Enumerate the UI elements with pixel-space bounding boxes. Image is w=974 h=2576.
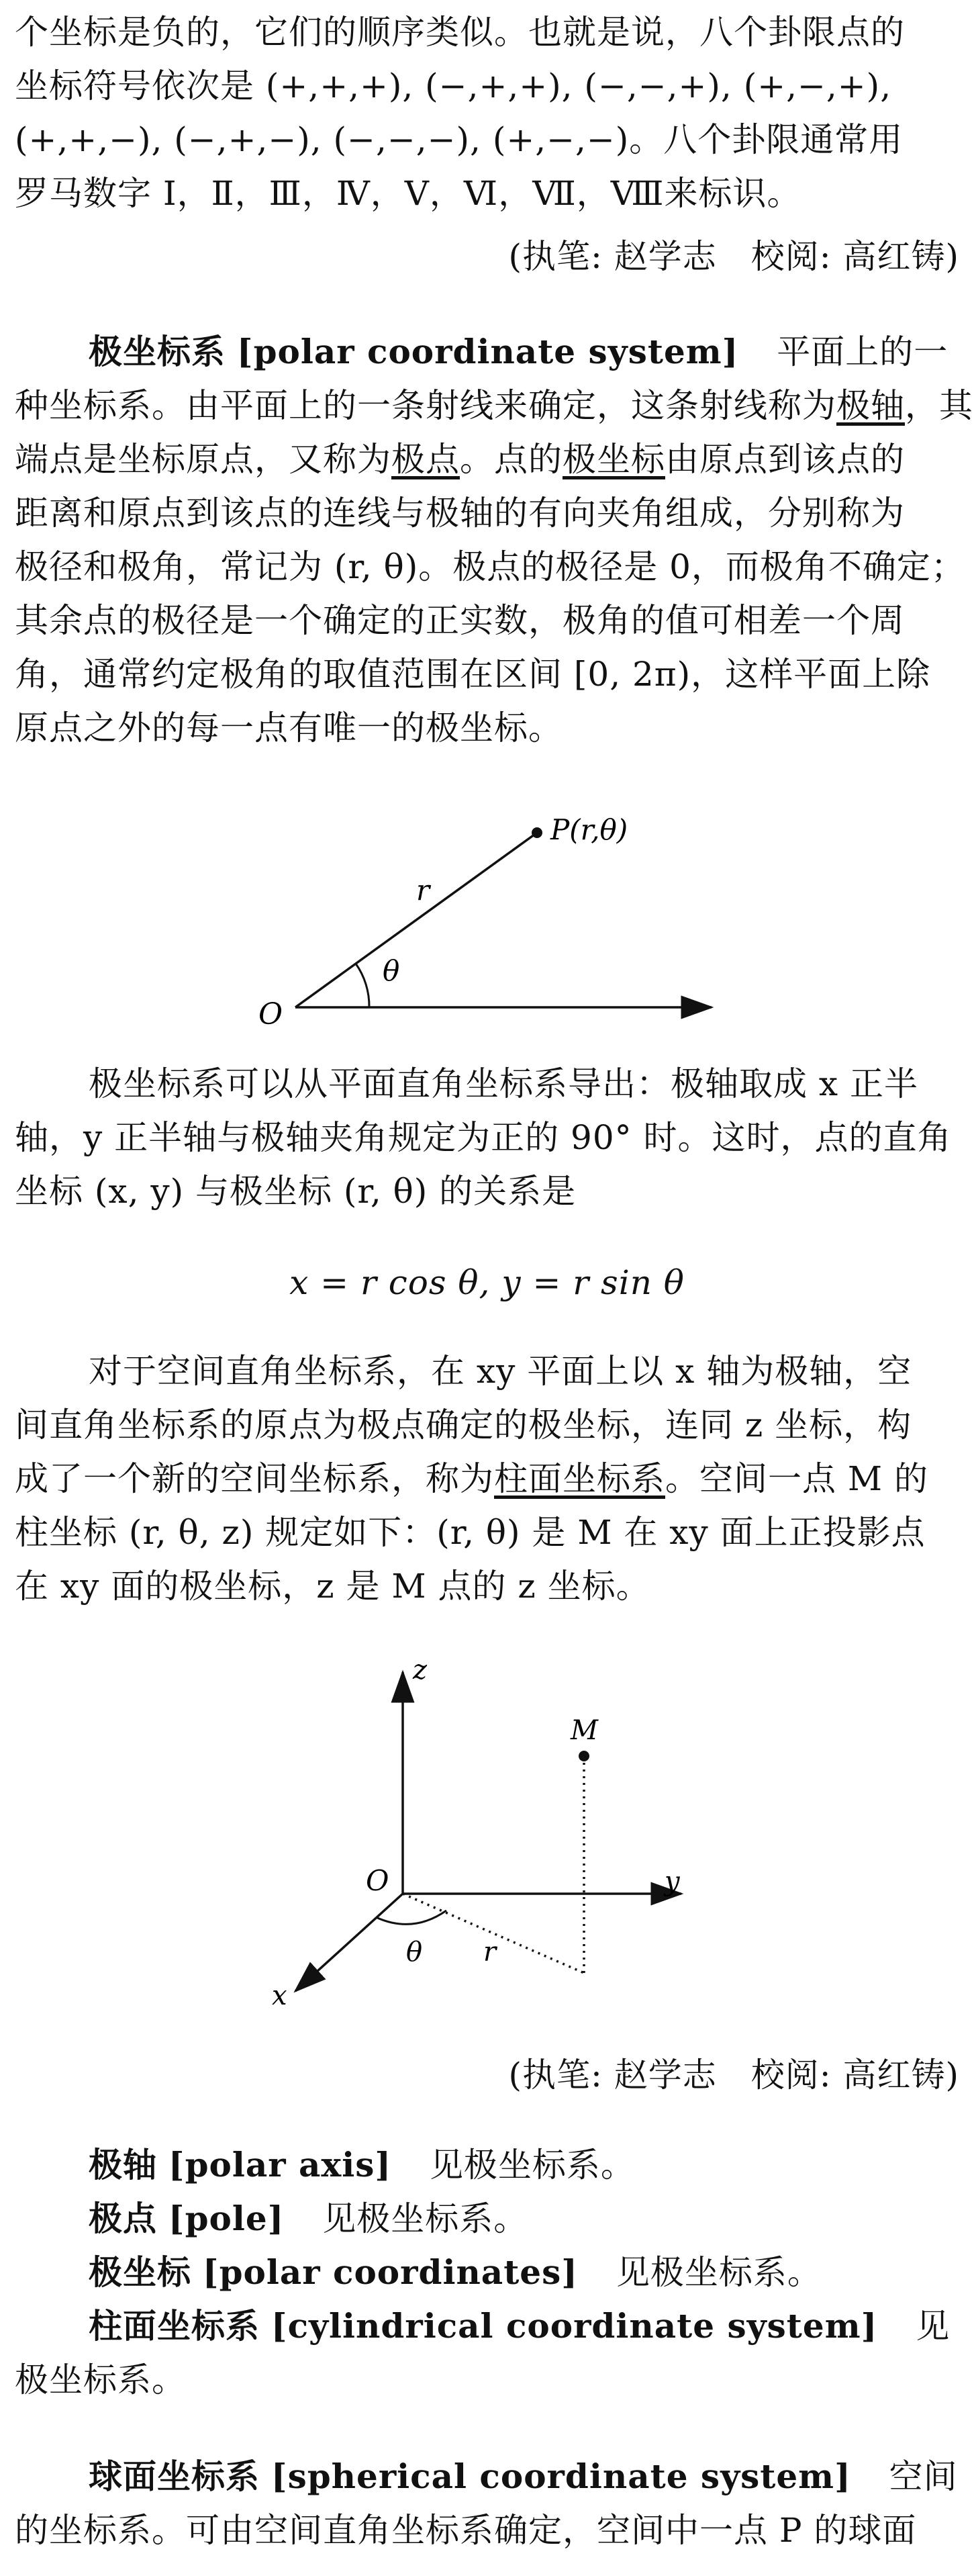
polar-line-8: 原点之外的每一点有唯一的极坐标。 [15,708,563,747]
entry-see: 见 [916,2307,951,2346]
polar-line1-rest: 平面上的一 [777,332,948,371]
polar-coordinates-term: 极坐标 [563,440,665,479]
intro-line-2: 坐标符号依次是 (+,+,+), (−,+,+), (−,−,+), (+,−,+), [15,66,892,105]
spherical-english: [spherical coordinate system] [271,2456,851,2496]
cyl-line3-text: 成了一个新的空间坐标系，称为 [15,1459,494,1498]
polar-line-4: 距离和原点到该点的连线与极轴的有向夹角组成，分别称为 [15,494,905,533]
entry-english: [cylindrical coordinate system] [271,2306,878,2346]
entry-polar-coordinates [89,2246,961,2299]
cyl-line-5: 在 xy 面的极坐标，z 是 M 点的 z 坐标。 [15,1567,650,1606]
cylindrical-term: 柱面坐标系 [494,1459,665,1498]
polar-line-6: 其余点的极径是一个确定的正实数，极角的值可相差一个周 [15,601,905,640]
z-label: z [413,1655,428,1686]
polar-line-2 [15,379,973,432]
polar-line2-text: 种坐标系。由平面上的一条射线来确定，这条射线称为 [15,386,836,425]
cylindrical-figure [0,1652,974,2028]
pole-term: 极点 [391,440,460,479]
cyl-origin-label: O [366,1864,389,1897]
intro-line-3: (+,+,−), (−,+,−), (−,−,−), (+,−,−)。八个卦限通常用 [15,120,904,159]
polar-line2-tail: ，其 [905,386,973,425]
entry-term: 极点 [89,2199,157,2238]
cyl-line3-tail: 。空间一点 M 的 [665,1459,928,1498]
entry-term: 极坐标 [89,2252,191,2292]
entry-english: [pole] [168,2199,285,2238]
relation-line-1: 极坐标系可以从平面直角坐标系导出：极轴取成 x 正半 [89,1064,918,1103]
spherical-line1-rest: 空间 [889,2457,958,2496]
polar-term: 极坐标系 [89,332,226,371]
point-p-label: P(r,θ) [550,813,628,846]
entry-see: 见极坐标系。 [616,2253,822,2292]
x-axis [295,1894,403,1991]
polar-axis-term: 极轴 [836,386,905,425]
cyl-angle-arc [376,1911,446,1924]
cyl-line-4: 柱坐标 (r, θ, z) 规定如下：(r, θ) 是 M 在 xy 面上正投影点 [15,1513,926,1552]
polar-line3-mid: 。点的 [460,440,563,479]
entry-see: 见极坐标系。 [429,2146,635,2184]
entry-pole [89,2192,961,2246]
intro-credit: (执笔: 赵学志 校阅: 高红铸) [508,237,959,276]
origin-label: O [258,997,283,1031]
m-label: M [571,1715,598,1746]
entry-term: 极轴 [89,2145,157,2184]
relation-formula: x = r cos θ, y = r sin θ [289,1263,685,1302]
entry-english: [polar axis] [168,2145,392,2184]
polar-line-3 [15,432,961,486]
cyl-theta-label: θ [406,1937,423,1968]
cyl-line-2: 间直角坐标系的原点为极点确定的极坐标，连同 z 坐标，构 [15,1406,912,1444]
polar-line3-tail: 由原点到该点的 [665,440,905,479]
spherical-line-2: 的坐标系。可由空间直角坐标系确定，空间中一点 P 的球面 [15,2511,917,2550]
polar-line-5: 极径和极角，常记为 (r, θ)。极点的极径是 0，而极角不确定； [15,547,965,586]
entry-cylindrical-cont: 极坐标系。 [15,2360,186,2399]
entry-see: 见极坐标系。 [322,2199,528,2238]
polar-figure [0,792,974,1034]
entry-cylindrical [89,2299,961,2353]
cyl-line-1: 对于空间直角坐标系，在 xy 平面上以 x 轴为极轴，空 [89,1352,912,1391]
angle-arc [356,964,369,1007]
credit-2: (执笔: 赵学志 校阅: 高红铸) [508,2056,959,2095]
polar-line-7: 角，通常约定极角的取值范围在区间 [0, 2π)，这样平面上除 [15,655,931,694]
entry-term: 柱面坐标系 [89,2306,260,2346]
y-label: y [665,1866,680,1897]
intro-line-4: 罗马数字 Ⅰ，Ⅱ，Ⅲ，Ⅳ，Ⅴ，Ⅵ，Ⅶ，Ⅷ来标识。 [15,174,801,213]
polar-line3-text: 端点是坐标原点，又称为 [15,440,391,479]
cyl-line-3 [15,1452,961,1506]
entry-english: [polar coordinates] [202,2252,578,2292]
r-label: r [416,874,430,907]
cyl-r-label: r [483,1937,497,1968]
point-m [579,1751,589,1761]
polar-english: [polar coordinate system] [236,332,739,371]
relation-line-3: 坐标 (x, y) 与极坐标 (r, θ) 的关系是 [15,1172,577,1211]
intro-line-1: 个坐标是负的，它们的顺序类似。也就是说，八个卦限点的 [15,13,905,52]
relation-line-2: 轴，y 正半轴与极轴夹角规定为正的 90° 时。这时，点的直角 [15,1118,952,1157]
point-p [532,827,542,838]
spherical-heading-line [89,2450,961,2503]
theta-label: θ [383,954,400,987]
x-label: x [272,1980,287,2011]
radius-line [295,833,537,1007]
entry-polar-axis [89,2138,961,2192]
spherical-term: 球面坐标系 [89,2456,260,2496]
polar-heading-line [89,325,961,379]
